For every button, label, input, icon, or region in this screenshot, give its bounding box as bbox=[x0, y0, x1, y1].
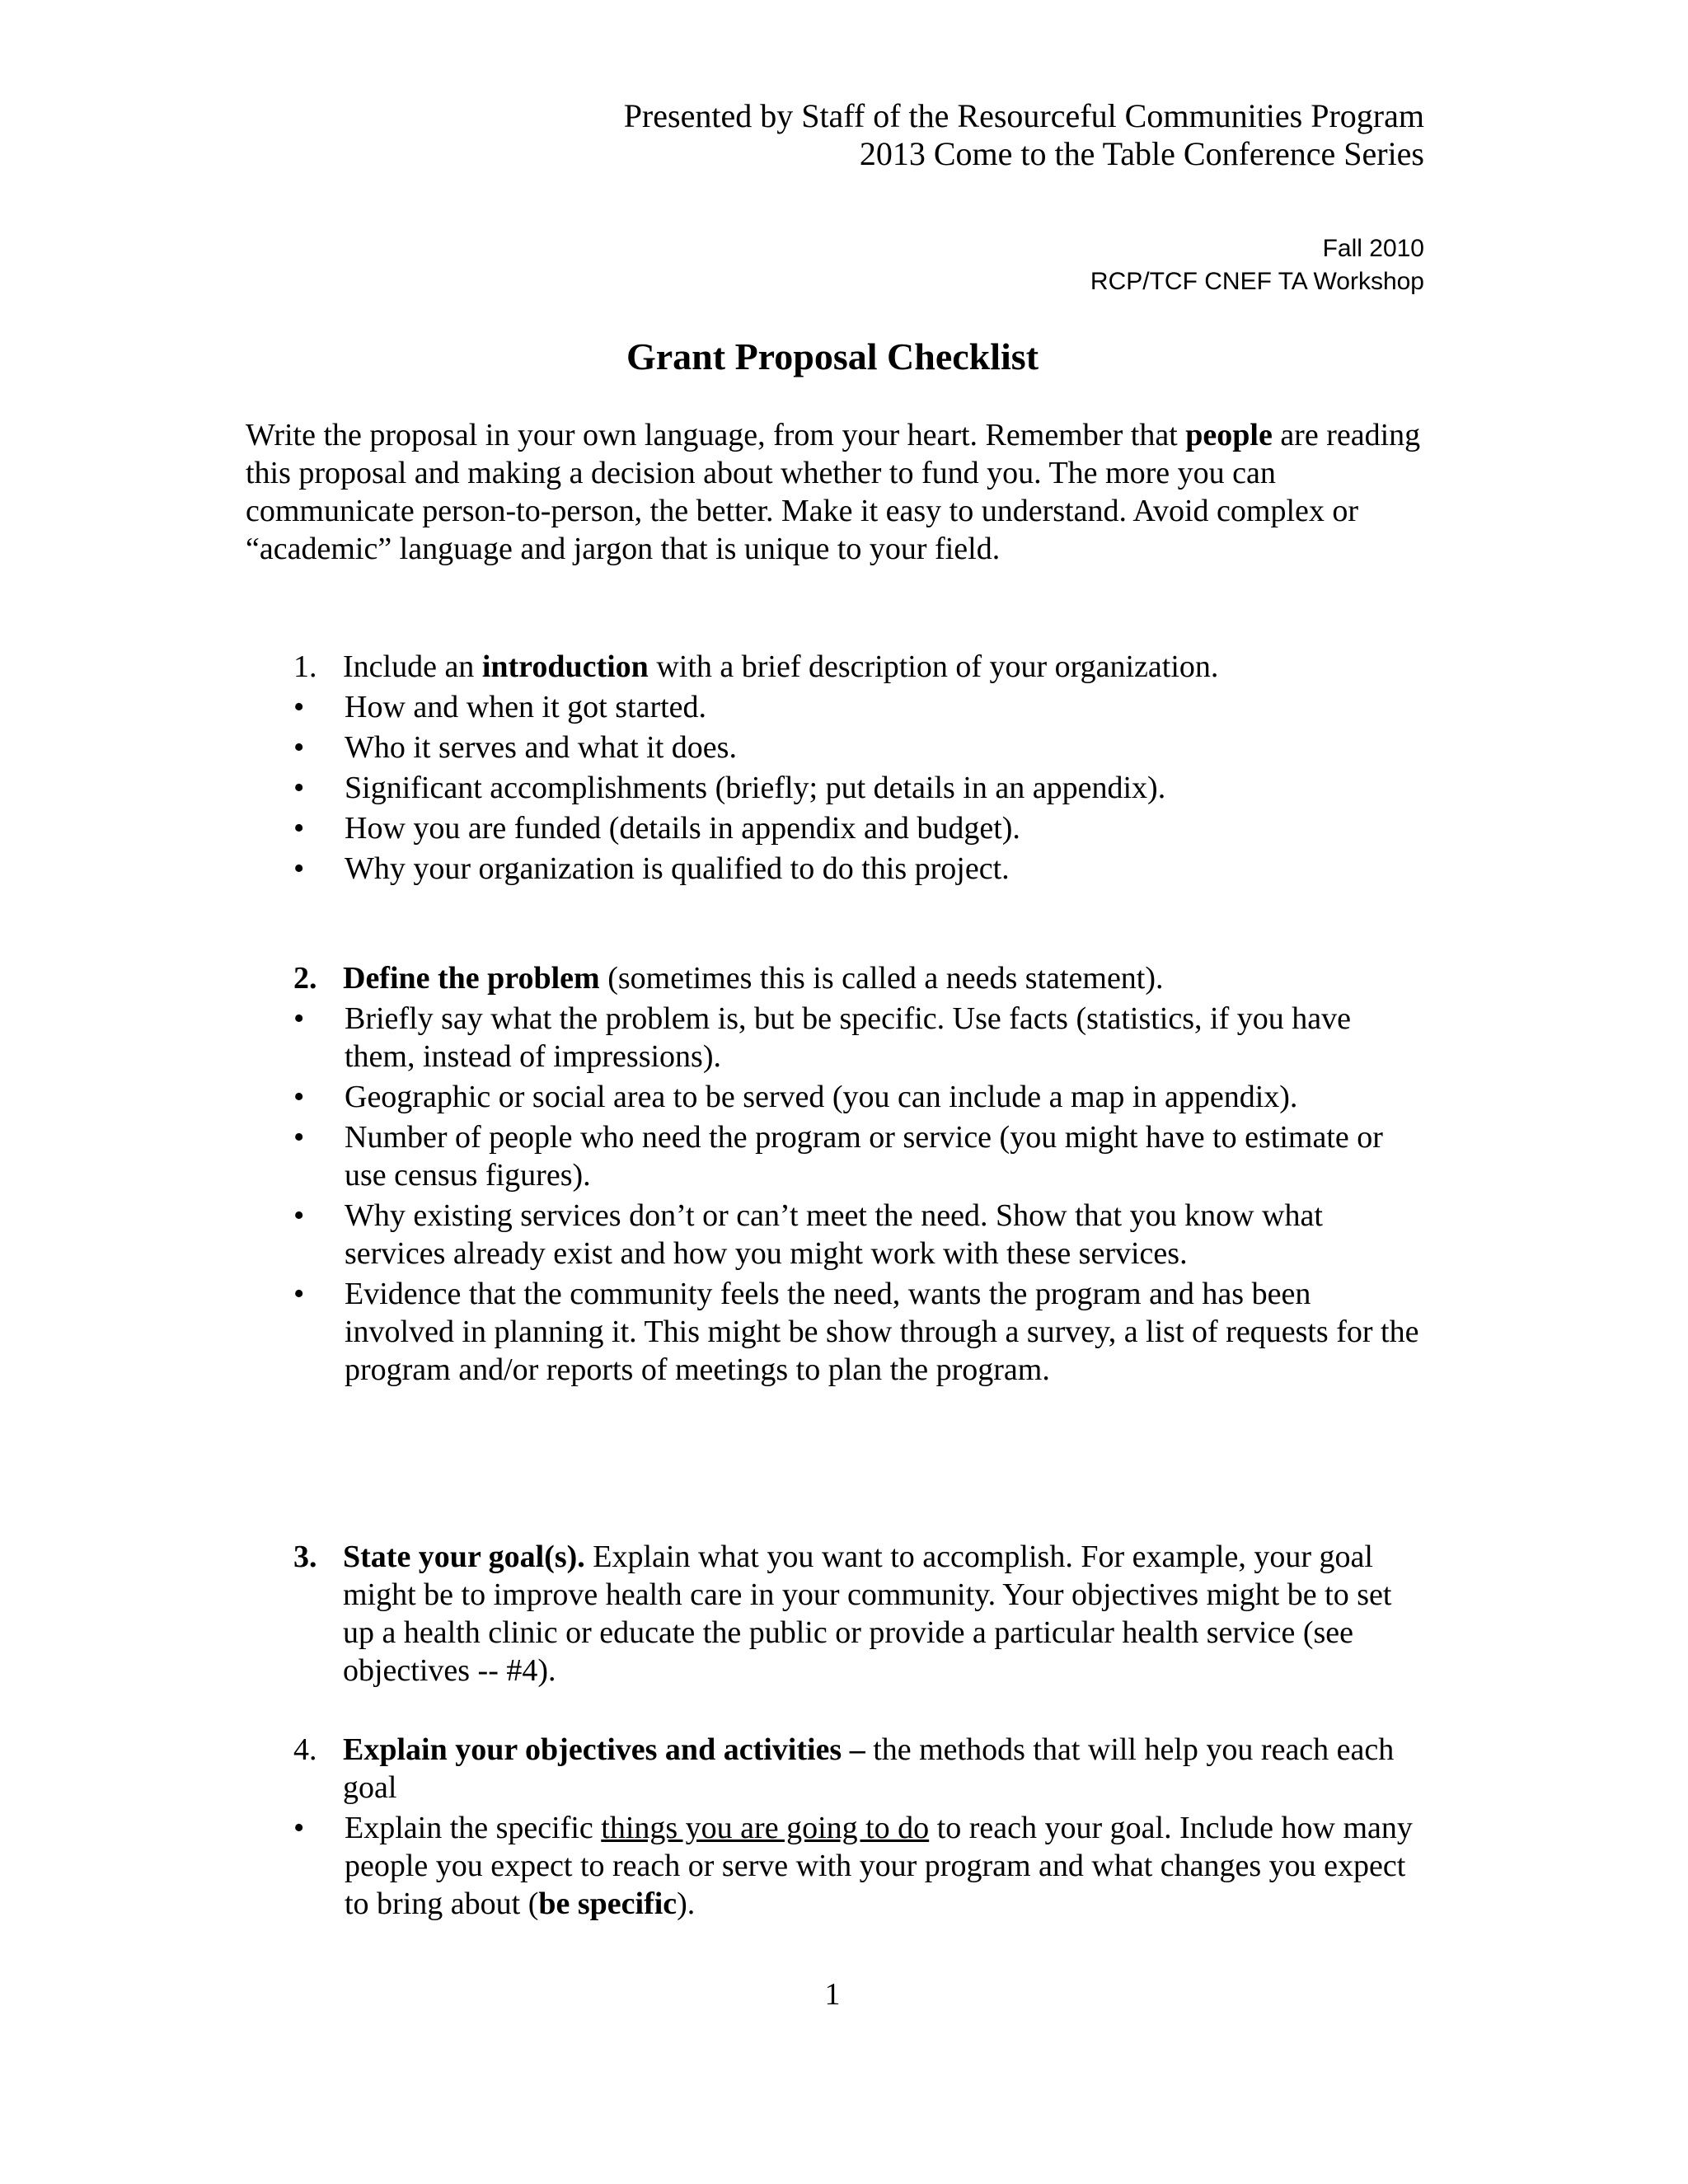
item-body bbox=[343, 959, 1424, 997]
list-item bbox=[293, 1197, 1424, 1272]
bullet-text: Evidence that the community feels the need, wants the program and has been involved in planning it. This might be show through a survey, a list of requests for the program and/or reports of meetings to plan the program. bbox=[345, 1277, 1419, 1387]
item-body bbox=[343, 648, 1424, 686]
checklist-item-4 bbox=[246, 1731, 1424, 1925]
bullet-text: to reach your goal. Include how many people you expect to reach or serve with your program and what changes you expect to bring about ( bbox=[345, 1811, 1413, 1921]
checklist-item-1 bbox=[246, 648, 1424, 890]
checklist-item-3 bbox=[246, 1538, 1424, 1690]
list-item bbox=[293, 1118, 1424, 1194]
item-number: 4. bbox=[293, 1732, 317, 1767]
item-text: (sometimes this is called a needs statement). bbox=[599, 961, 1164, 996]
list-item bbox=[293, 1000, 1424, 1076]
workshop-header bbox=[1090, 232, 1424, 298]
bullet-text: ). bbox=[677, 1886, 696, 1921]
item-body bbox=[343, 1538, 1424, 1690]
bullet-icon: • bbox=[293, 1811, 305, 1845]
list-item bbox=[293, 1078, 1424, 1116]
list-item bbox=[293, 1275, 1424, 1389]
item-bold: Explain your objectives and activities – bbox=[343, 1732, 865, 1767]
bullet-icon: • bbox=[293, 811, 305, 846]
item-number: 2. bbox=[293, 961, 317, 996]
workshop-date: Fall 2010 bbox=[1322, 235, 1424, 262]
bullet-text: How and when it got started. bbox=[345, 690, 707, 724]
item-bold: State your goal(s). bbox=[343, 1540, 585, 1574]
item-text: the methods that will help you reach each goal bbox=[343, 1732, 1395, 1805]
intro-paragraph bbox=[246, 416, 1424, 568]
page-number: 1 bbox=[824, 1977, 841, 2012]
list-item bbox=[293, 769, 1424, 807]
bullet-icon: • bbox=[293, 851, 305, 886]
bullet-text: Why your organization is qualified to do this project. bbox=[345, 851, 1010, 886]
bullet-text: Why existing services don’t or can’t meet the need. Show that you know what services already exist and how you might work with these services. bbox=[345, 1198, 1323, 1271]
bullet-text: Who it serves and what it does. bbox=[345, 730, 737, 765]
list-item bbox=[293, 809, 1424, 847]
bullet-icon: • bbox=[293, 1080, 305, 1114]
intro-bold: people bbox=[1185, 418, 1273, 452]
item-number: 3. bbox=[293, 1540, 317, 1574]
bullet-list bbox=[246, 688, 1424, 888]
intro-text-1: Write the proposal in your own language, from your heart. Remember that bbox=[246, 418, 1186, 452]
presenter-header bbox=[624, 97, 1424, 173]
page-title: Grant Proposal Checklist bbox=[626, 335, 1039, 377]
item-text: Explain what you want to accomplish. For example, your goal might be to improve health care in your community. Your objectives might be to set up a health clinic or educate the public or provide a particular health service (see objectives -- #4). bbox=[343, 1540, 1392, 1688]
list-item bbox=[293, 688, 1424, 726]
bullet-bold: be specific bbox=[538, 1886, 678, 1921]
bullet-icon: • bbox=[293, 1198, 305, 1233]
item-body bbox=[343, 1731, 1424, 1807]
conference-line: 2013 Come to the Table Conference Series bbox=[859, 135, 1424, 172]
bullet-text: Explain the specific bbox=[345, 1811, 602, 1845]
item-bold: Define the problem bbox=[343, 961, 600, 996]
bullet-icon: • bbox=[293, 1277, 305, 1311]
intro-text-2: are reading this proposal and making a decision about whether to fund you. The more you can communicate person-to-person, the better. Make it easy to understand. Avoid complex or “academic” language and jargon that is unique to your field. bbox=[246, 418, 1421, 566]
item-bold: introduction bbox=[481, 649, 649, 684]
bullet-text: Number of people who need the program or service (you might have to estimate or use census figures). bbox=[345, 1120, 1383, 1193]
bullet-text: Briefly say what the problem is, but be specific. Use facts (statistics, if you have them, instead of impressions). bbox=[345, 1001, 1351, 1074]
bullet-text: How you are funded (details in appendix and budget). bbox=[345, 811, 1020, 846]
item-number: 1. bbox=[293, 649, 317, 684]
bullet-text: Significant accomplishments (briefly; put details in an appendix). bbox=[345, 771, 1166, 805]
item-text: Include an bbox=[343, 649, 482, 684]
list-item bbox=[293, 1809, 1424, 1923]
bullet-list bbox=[246, 1000, 1424, 1389]
bullet-icon: • bbox=[293, 1001, 305, 1036]
list-item bbox=[293, 850, 1424, 888]
item-text: with a brief description of your organization. bbox=[648, 649, 1219, 684]
checklist-item-2 bbox=[246, 959, 1424, 1391]
bullet-text: Geographic or social area to be served (you can include a map in appendix). bbox=[345, 1080, 1298, 1114]
presenter-line: Presented by Staff of the Resourceful Communities Program bbox=[623, 97, 1424, 134]
bullet-icon: • bbox=[293, 771, 305, 805]
workshop-name: RCP/TCF CNEF TA Workshop bbox=[1090, 268, 1424, 295]
bullet-icon: • bbox=[293, 690, 305, 724]
bullet-list bbox=[246, 1809, 1424, 1923]
bullet-underlined: things you are going to do bbox=[601, 1811, 930, 1845]
list-item bbox=[293, 729, 1424, 766]
bullet-icon: • bbox=[293, 730, 305, 765]
bullet-icon: • bbox=[293, 1120, 305, 1155]
